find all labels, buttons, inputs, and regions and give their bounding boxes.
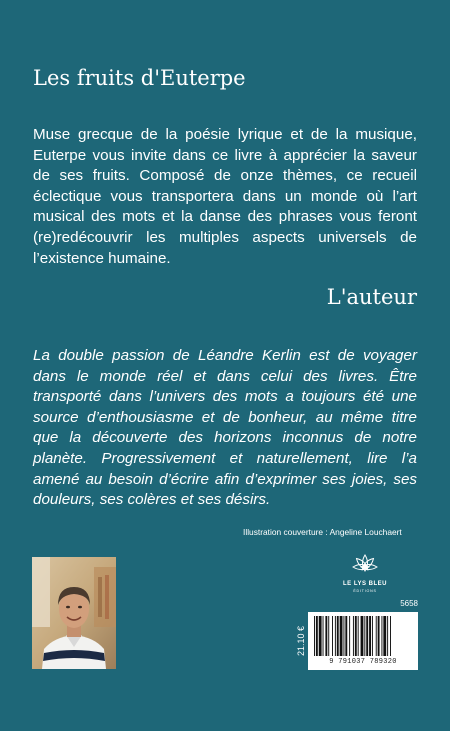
product-code: 5658 — [400, 599, 418, 608]
author-portrait-photo — [32, 557, 116, 669]
author-portrait-image — [32, 557, 116, 669]
lily-flower-icon — [318, 553, 412, 581]
barcode-digits: 9 791037 789320 — [329, 658, 397, 666]
author-heading: L'auteur — [326, 285, 417, 309]
publisher-logo — [318, 553, 412, 599]
publisher-name: LE LYS BLEU — [343, 581, 387, 587]
price-label — [293, 612, 309, 670]
barcode-background — [308, 612, 418, 670]
book-summary: Muse grecque de la poésie lyrique et de la musique, Euterpe vous invite dans ce livre à apprécier la saveur de ses fruits. Composé de onze thèmes, ce recueil éclectique vous transportera dans un monde où l’art musical des mots et la danse des phrases vous feront (re)redécouvrir les multiples aspects universels de l’existence humaine. — [33, 126, 417, 267]
author-bio: La double passion de Léandre Kerlin est de voyager dans le monde réel et dans celui des livres. Être transporté dans l’univers des mots a toujours été une source d’enthousiasme et de bonheur, au même titre que la découverte des horizons inconnus de notre planète. Progressivement et naturellement, lire l’a amené au besoin d’écrire afin d’exprimer ses joies, ses douleurs, ses colères et ses désirs. — [33, 347, 417, 509]
illustration-credit: Illustration couverture : Angeline Louchaert — [243, 527, 402, 537]
book-title: Les fruits d'Euterpe — [33, 66, 246, 90]
barcode-block — [308, 612, 418, 670]
ean-barcode-icon — [308, 612, 418, 658]
price-text: 21.10 € — [296, 625, 306, 657]
publisher-subtitle: ÉDITIONS — [353, 589, 377, 593]
